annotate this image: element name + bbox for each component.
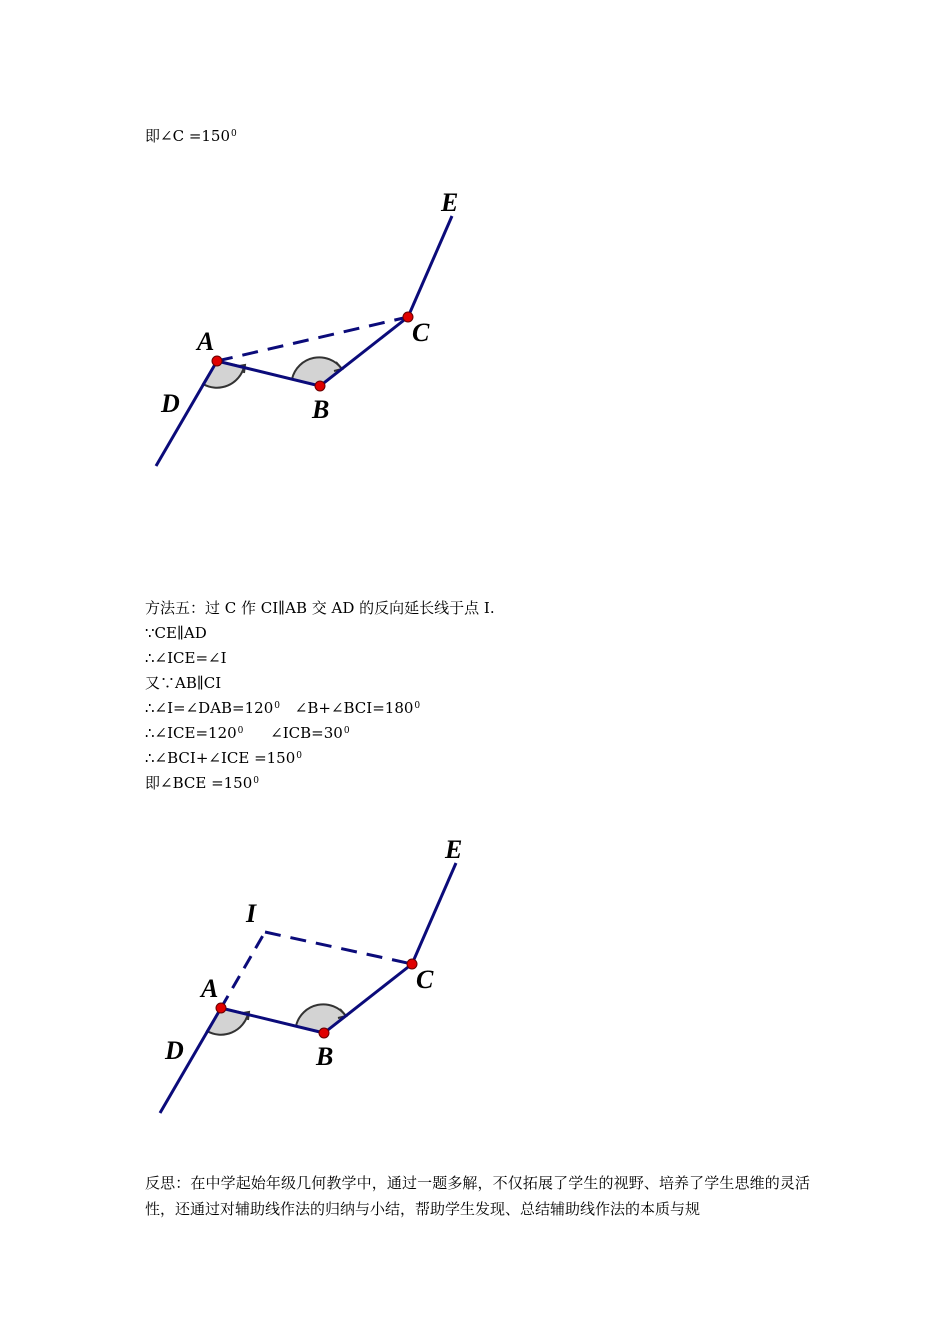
step-4: $\therefore\angle I=\angle DAB=120^0$ $\angle B+\angle BCI=180^0$ [145, 699, 421, 717]
dashed-segment-ai [221, 932, 265, 1008]
step-1: ∵CE∥AD [145, 624, 207, 642]
label-a: A [201, 974, 219, 1003]
segment-ce [412, 863, 456, 964]
label-a: A [197, 327, 215, 356]
conclusion-line-top: 即∠C $=150^0$ [145, 127, 237, 145]
step-3: 又∵AB∥CI [145, 674, 222, 692]
geometry-figure-1 [0, 170, 600, 490]
point-a [216, 1003, 226, 1013]
label-c: C [416, 965, 434, 994]
degree-mark: 0 [231, 129, 237, 139]
point-b [319, 1028, 329, 1038]
reflection-paragraph: 反思：在中学起始年级几何教学中，通过一题多解，不仅拓展了学生的视野、培养了学生思维的灵活性，还通过对辅助线作法的归纳与小结，帮助学生发现、总结辅助线作法的本质与规 [145, 1174, 810, 1218]
step-7: 即∠BCE $=150^0$ [145, 774, 259, 792]
dashed-segment-ic [265, 932, 412, 964]
label-e: E [441, 188, 459, 217]
label-d: D [165, 1036, 184, 1065]
label-b: B [312, 395, 330, 424]
step-2: ∴∠ICE=∠I [145, 649, 227, 667]
step-6: ∴∠BCI+∠ICE $=150^0$ [145, 749, 303, 767]
label-e: E [445, 835, 463, 864]
label-d: D [161, 389, 180, 418]
label-c: C [412, 318, 430, 347]
point-b [315, 381, 325, 391]
label-b: B [316, 1042, 334, 1071]
method5-title: 方法五：过 C 作 CI∥AB 交 AD 的反向延长线于点 I. [145, 599, 495, 617]
geometry-figure-2 [0, 820, 600, 1120]
segment-bc [320, 317, 408, 386]
label-i: I [246, 899, 257, 928]
point-a [212, 356, 222, 366]
step-5: $\therefore\angle ICE=120^0$ $\angle ICB=30^0$ [145, 724, 350, 742]
segment-bc [324, 964, 412, 1033]
segment-ce [408, 216, 452, 317]
